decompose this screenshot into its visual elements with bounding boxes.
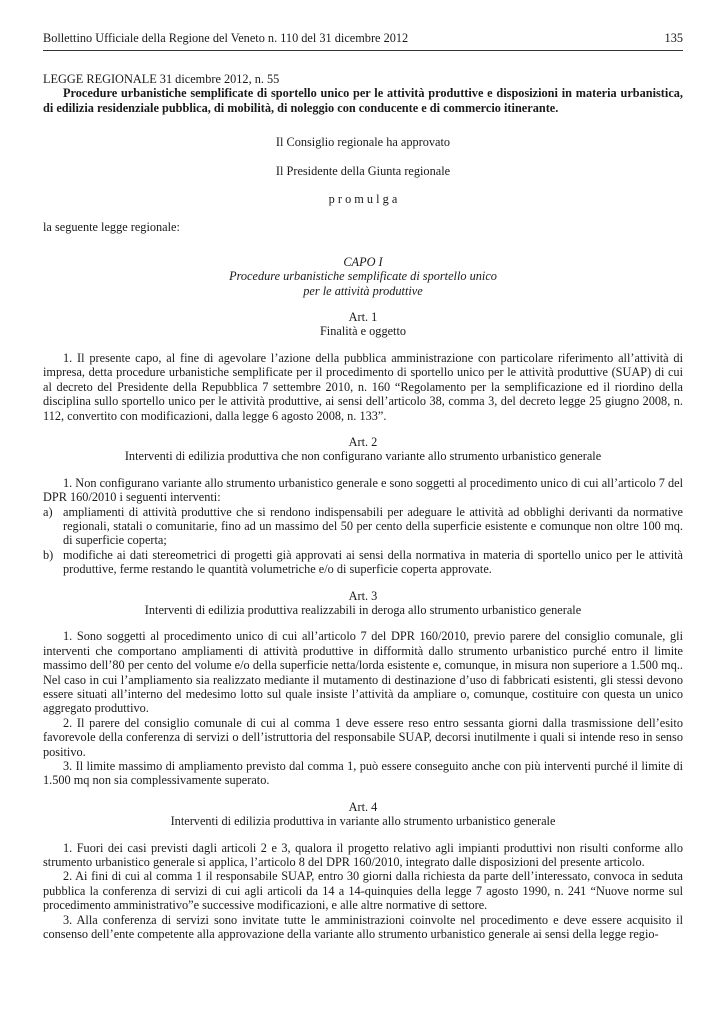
bulletin-title: Bollettino Ufficiale della Regione del Veneto n. 110 del 31 dicembre 2012 — [43, 31, 409, 45]
promulga-statement: p r o m u l g a — [328, 192, 398, 207]
art2-item-b — [43, 548, 683, 577]
law-subject: Procedure urbanistiche semplificate di sportello unico per le attività produttive e disposizioni in materia urbanistica, di edilizia residenziale pubblica, di mobilità, di noleggio con conducente e di commercio itinerante. — [43, 86, 683, 115]
art2-paragraph-1: 1. Non configurano variante allo strumento urbanistico generale e sono soggetti al procedimento unico di cui all’articolo 7 del DPR 160/2010 i seguenti interventi: — [43, 475, 683, 505]
capo-title: CAPO I — [343, 254, 383, 269]
art4-paragraph-1: 1. Fuori dei casi previsti dagli articoli 2 e 3, qualora il progetto relativo agli impianti produttivi non risulti conforme allo strumento urbanistico generale si applica, l’articolo 8 del DPR 160/2010, integrato dalle disposizioni del presente articolo. — [43, 840, 683, 870]
art2-item-b-label: b) — [43, 547, 54, 562]
page-number: 135 — [664, 31, 683, 45]
art1-number: Art. 1 — [348, 310, 378, 325]
document-body — [43, 72, 683, 942]
art3-paragraph-3: 3. Il limite massimo di ampliamento previsto dal comma 1, può essere conseguito anche con più interventi purché il limite di 1.500 mq non sia complessivamente superato. — [43, 759, 683, 788]
art4-paragraph-3: 3. Alla conferenza di servizi sono invitate tutte le amministrazioni coinvolte nel procedimento e deve essere acquisito il consenso dell’ente competente alla approvazione della variante allo strumento urbanistico generale ai sensi della legge regio- — [43, 912, 683, 942]
art2-item-a-text: ampliamenti di attività produttive che si rendono indispensabili per adeguare le attività ad obblighi derivanti da normative regionali, statali o comunitarie, fino ad un massimo del 50 per cento della superficie esistente e comunque non oltre 100 mq. di superficie coperta; — [63, 504, 683, 548]
art2-number: Art. 2 — [348, 434, 378, 449]
art3-title: Interventi di edilizia produttiva realizzabili in deroga allo strumento urbanistico generale — [144, 602, 582, 617]
art2-item-b-text: modifiche ai dati stereometrici di progetti già approvati ai sensi della normativa in materia di sportello unico per le attività produttive, ferme restando le quantità volumetriche e/o di superficie coperta approvate. — [63, 547, 683, 577]
following-law-statement: la seguente legge regionale: — [43, 220, 180, 235]
law-heading: LEGGE REGIONALE 31 dicembre 2012, n. 55 — [43, 72, 280, 86]
art3-number: Art. 3 — [348, 588, 378, 603]
art1-paragraph-1: 1. Il presente capo, al fine di agevolare l’azione della pubblica amministrazione con particolare riferimento all’attività di impresa, detta procedure urbanistiche semplificate per il procedimento di sportello unico per le attività produttive (SUAP) di cui al decreto del Presidente della Repubblica 7 settembre 2010, n. 160 “Regolamento per la semplificazione ed il riordino della disciplina sullo sportello unico per le attività produttive, ai sensi dell’articolo 38, comma 3, del decreto legge 25 giugno 2008, n. 112, convertito con modificazioni, dalla legge 6 agosto 2008, n. 133”. — [43, 350, 683, 423]
header-divider — [43, 50, 683, 51]
art1-title: Finalità e oggetto — [319, 324, 407, 339]
capo-subtitle-line-2: per le attività produttive — [303, 283, 423, 298]
art3-paragraph-1: 1. Sono soggetti al procedimento unico di cui all’articolo 7 del DPR 160/2010, previo parere del consiglio comunale, gli interventi che comportano ampliamenti di attività produttive in difformità dallo strumento urbanistico purché entro il limite massimo dell’80 per cento del volume e/o della superficie netta/lorda esistente e, comunque, in misura non superiore a 1.500 mq.. Nel caso in cui l’ampliamento sia realizzato mediante il mutamento di destinazione d’uso di fabbricati esistenti, gli stessi devono essere situati all’interno del medesimo lotto sul quale insiste l’attività da ampliare o, comunque, costituire con questa un unico aggregato produttivo. — [43, 629, 683, 716]
president-statement: Il Presidente della Giunta regionale — [275, 163, 451, 178]
art2-title: Interventi di edilizia produttiva che non configurano variante allo strumento urbanistico generale — [124, 449, 602, 464]
art4-paragraph-2: 2. Ai fini di cui al comma 1 il responsabile SUAP, entro 30 giorni dalla richiesta da parte dell’interessato, convoca in seduta pubblica la conferenza di servizi di cui agli articoli da 14 a 14-quinquies della legge 7 agosto 1990, n. 241 “Nuove norme sul procedimento amministrativo”e successive modificazioni, e alle altre normative di settore. — [43, 869, 683, 913]
capo-subtitle-line-1: Procedure urbanistiche semplificate di sportello unico — [229, 269, 497, 284]
art4-title: Interventi di edilizia produttiva in variante allo strumento urbanistico generale — [170, 814, 556, 829]
art3-paragraph-2: 2. Il parere del consiglio comunale di cui al comma 1 deve essere reso entro sessanta giorni dalla trasmissione dell’esito favorevole della conferenza di servizi o dell’istruttoria del responsabile SUAP, decorsi inutilmente i quali si intende reso in senso positivo. — [43, 715, 683, 759]
art2-item-a — [43, 505, 683, 548]
art4-number: Art. 4 — [348, 799, 378, 814]
approval-statement: Il Consiglio regionale ha approvato — [275, 135, 451, 150]
page-header — [43, 31, 683, 47]
art2-item-a-label: a) — [43, 504, 53, 519]
